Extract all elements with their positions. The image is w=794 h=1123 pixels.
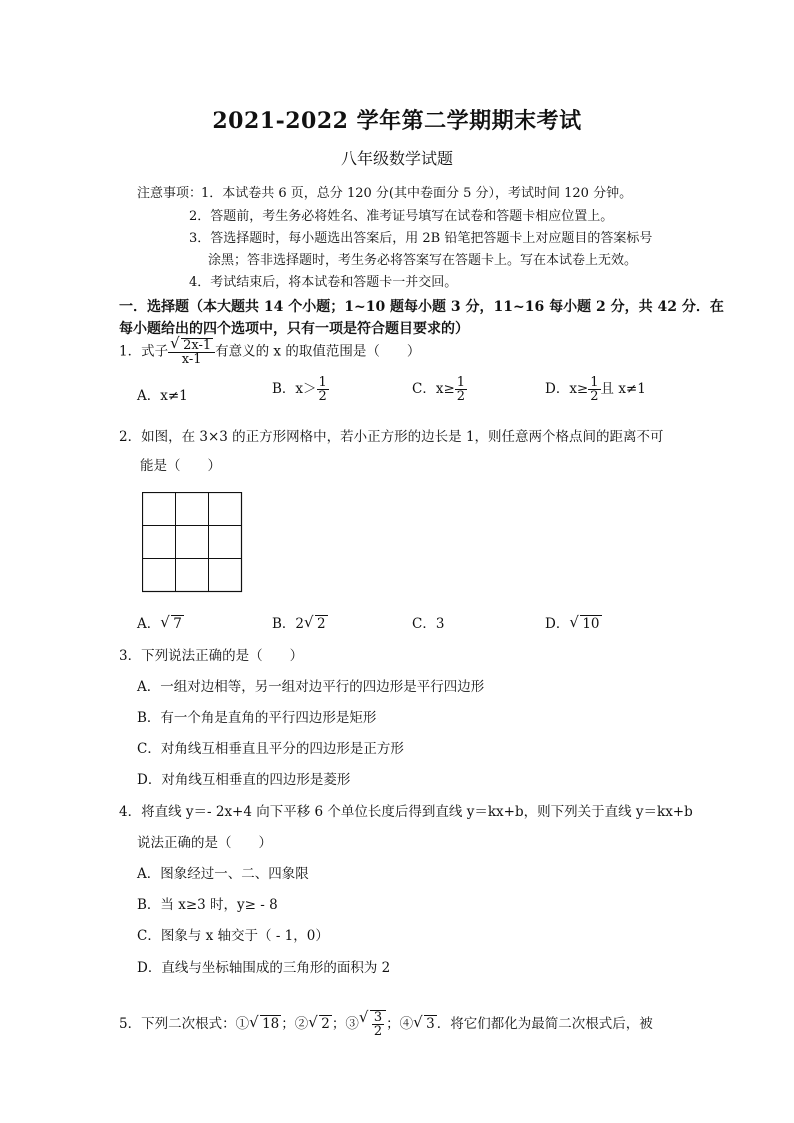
sqrt-icon: √ 3 [413, 1015, 437, 1032]
question-2-option-b: B．2√ 2 [272, 612, 328, 632]
note-item-3: 3．答选择题时，每小题选出答案后，用 2B 铅笔把答题卡上对应题目的答案标号 [189, 231, 653, 246]
fraction: √ $\frac{2x-1}{x-1}$ [168, 338, 215, 366]
question-1-option-c: C．x≥ $\frac{1}{2}$ [412, 375, 466, 404]
note-item-4: 4．考试结束后，将本试卷和答题卡一并交回。 [189, 275, 458, 290]
notes-label: 注意事项： [137, 186, 203, 201]
section-heading-line2: 每小题给出的四个选项中，只有一项是符合题目要求的） [119, 321, 469, 337]
sqrt-icon: √ 2 [304, 615, 328, 632]
sqrt-icon: √ 2x-1 [170, 338, 213, 352]
question-1-stem: 1．式子 √ $\frac{2x-1}{x-1}$ 有意义的 x 的取值范围是（ ） [119, 338, 420, 366]
question-2-line1: 2．如图，在 3×3 的正方形网格中，若小正方形的边长是 1，则任意两个格点间的距离不可 [119, 429, 664, 445]
question-1-option-a: A．x≠1 [137, 388, 188, 404]
grid-border [143, 493, 242, 592]
sqrt-icon: √ 2 [308, 1015, 332, 1032]
question-2-option-d: D．√ 10 [545, 612, 602, 632]
exam-subtitle: 八年级数学试题 [340, 149, 453, 168]
question-4-line2: 说法正确的是（ ） [137, 835, 272, 851]
question-2-line2: 能是（ ） [140, 458, 221, 474]
question-4-option-d: D．直线与坐标轴围成的三角形的面积为 2 [137, 960, 391, 976]
sqrt-icon: √ 7 [160, 615, 184, 632]
grid-figure [142, 492, 243, 593]
sqrt-icon: √ $\frac{3}{2}$ [359, 1010, 386, 1038]
question-1-option-b: B．x＞ $\frac{1}{2}$ [272, 375, 327, 404]
question-2-option-a: A．√ 7 [137, 612, 184, 632]
note-item-3-cont: 涂黑；答非选择题时，考生务必将答案写在答题卡上。写在本试卷上无效。 [208, 253, 638, 268]
question-4-option-c: C．图象与 x 轴交于（ - 1，0） [137, 928, 329, 944]
note-item-1: 1．本试卷共 6 页，总分 120 分(其中卷面分 5 分），考试时间 120 分钟。 [201, 186, 633, 201]
sqrt-icon: √ 18 [249, 1015, 281, 1032]
note-item-2: 2．答题前，考生务必将姓名、准考证号填写在试卷和答题卡相应位置上。 [189, 209, 614, 224]
question-1-option-d: D．x≥ $\frac{1}{2}$ 且 x≠1 [545, 375, 646, 404]
question-4-line1: 4．将直线 y＝- 2x+4 向下平移 6 个单位长度后得到直线 y＝kx+b，则下列关于直线 y＝kx+b [119, 804, 693, 820]
question-4-option-a: A．图象经过一、二、四象限 [137, 866, 309, 882]
question-5-stem: 5．下列二次根式：①√ 18 ；②√ 2 ；③ √ $\frac{3}{2}$ ；④√ 3 ．将它们都化为最简二次根式后，被 [119, 1010, 653, 1038]
exam-title: 2021-2022 学年第二学期期末考试 [212, 108, 582, 134]
section-heading-line1: 一．选择题（本大题共 14 个小题；1~10 题每小题 3 分，11~16 每小题 2 分，共 42 分．在 [119, 299, 724, 315]
question-3-option-a: A．一组对边相等，另一组对边平行的四边形是平行四边形 [137, 679, 485, 695]
question-4-option-b: B．当 x≥3 时，y≥ - 8 [137, 897, 278, 913]
question-3-option-d: D．对角线互相垂直的四边形是菱形 [137, 772, 351, 788]
question-2-option-c: C．3 [412, 616, 445, 632]
question-3-stem: 3．下列说法正确的是（ ） [119, 648, 304, 664]
question-3-option-b: B．有一个角是直角的平行四边形是矩形 [137, 710, 377, 726]
question-3-option-c: C．对角线互相垂直且平分的四边形是正方形 [137, 741, 404, 757]
sqrt-icon: √ 10 [569, 615, 601, 632]
